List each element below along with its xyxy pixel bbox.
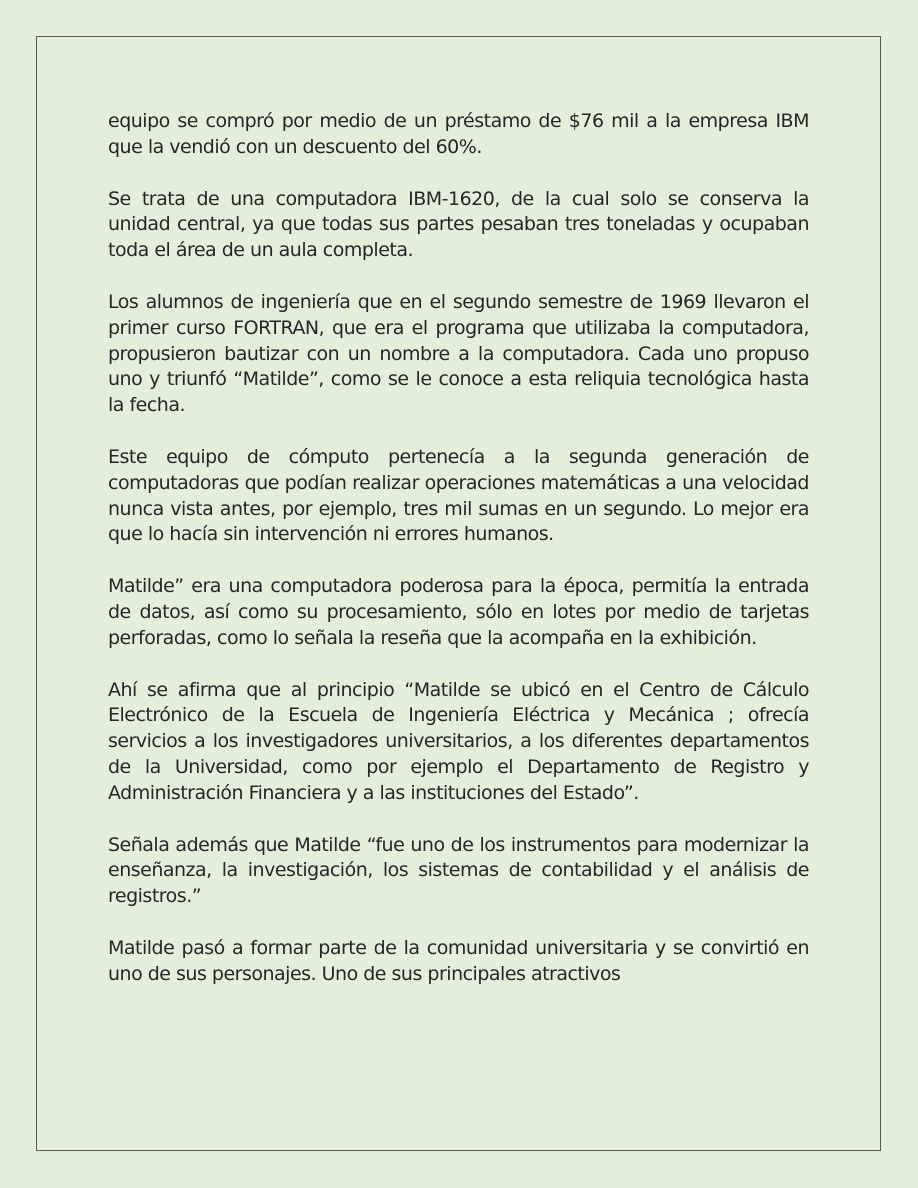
document-body: [108, 109, 809, 1014]
paragraph-6: Ahí se afirma que al principio “Matilde se ubicó en el Centro de Cálculo Electrónico de la Escuela de Ingeniería Eléctrica y Mecánica ; ofrecía servicios a los investigadores universitarios, a los diferentes departamentos de la Universidad, como por ejemplo el Departamento de Registro y Administración Financiera y a las instituciones del Estado”.: [108, 678, 809, 804]
paragraph-5: Matilde” era una computadora poderosa para la época, permitía la entrada de datos, así como su procesamiento, sólo en lotes por medio de tarjetas perforadas, como lo señala la reseña que la acompaña en la exhibición.: [108, 575, 809, 649]
paragraph-2: Se trata de una computadora IBM-1620, de la cual solo se conserva la unidad central, ya que todas sus partes pesaban tres toneladas y ocupaban toda el área de un aula completa.: [108, 187, 809, 262]
paragraph-7: Señala además que Matilde “fue uno de los instrumentos para modernizar la enseñanza, la investigación, los sistemas de contabilidad y el análisis de registros.”: [108, 833, 809, 908]
paragraph-4: Este equipo de cómputo pertenecía a la segunda generación de computadoras que podían realizar operaciones matemáticas a una velocidad nunca vista antes, por ejemplo, tres mil sumas en un segundo. Lo mejor era que lo hacía sin intervención ni errores humanos.: [108, 445, 809, 546]
paragraph-1: equipo se compró por medio de un préstamo de $76 mil a la empresa IBM que la vendió con un descuento del 60%.: [108, 110, 809, 158]
paragraph-8: Matilde pasó a formar parte de la comunidad universitaria y se convirtió en uno de sus personajes. Uno de sus principales atractivos: [108, 936, 809, 985]
paragraph-3: Los alumnos de ingeniería que en el segundo semestre de 1969 llevaron el primer curso FORTRAN, que era el programa que utilizaba la computadora, propusieron bautizar con un nombre a la computadora. Cada uno propuso uno y triunfó “Matilde”, como se le conoce a esta reliquia tecnológica hasta la fecha.: [108, 290, 809, 417]
